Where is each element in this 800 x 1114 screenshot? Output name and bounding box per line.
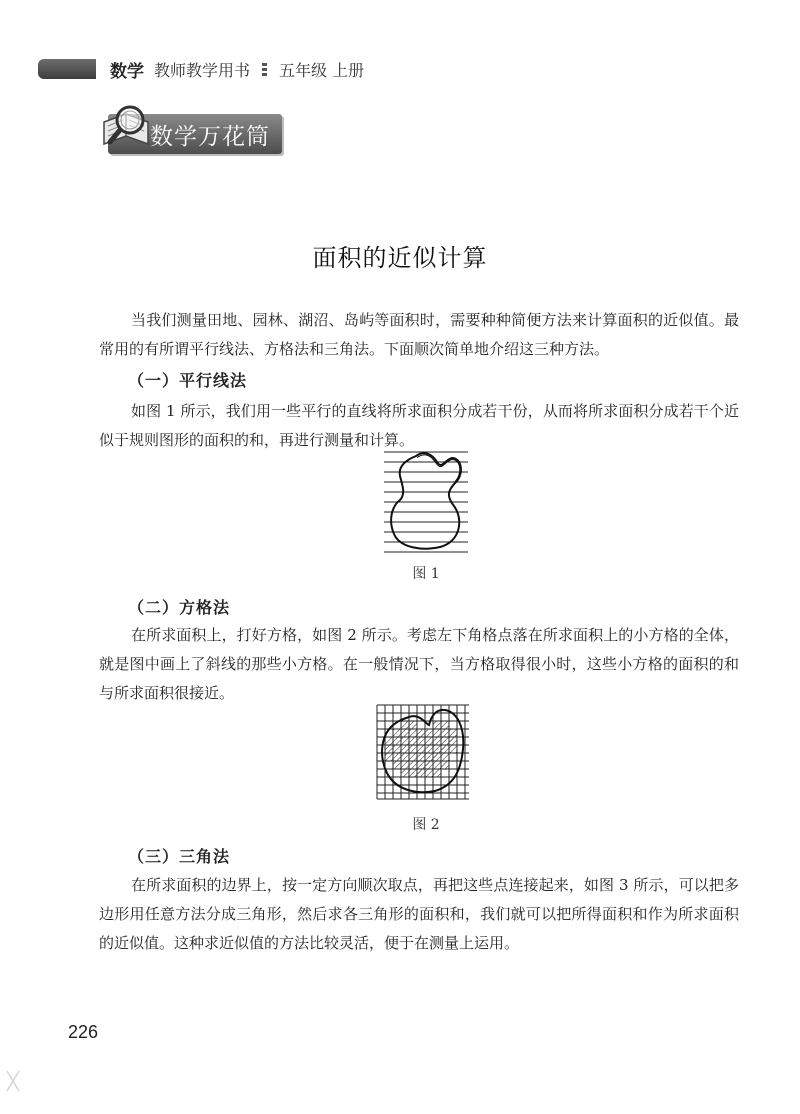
figure-1-parallel-lines bbox=[382, 448, 470, 554]
intro-paragraph: 当我们测量田地、园林、湖沼、岛屿等面积时，需要种种简便方法来计算面积的近似值。最常用的有所谓平行线法、方格法和三角法。下面顺次简单地介绍这三种方法。 bbox=[99, 311, 739, 358]
header-grade: 五年级 上册 bbox=[279, 60, 365, 80]
figure-2-grid-method bbox=[375, 703, 471, 801]
page-title: 面积的近似计算 bbox=[312, 244, 488, 272]
watermark-icon bbox=[4, 1068, 22, 1094]
banner-label: 数学万花筒 bbox=[150, 124, 270, 150]
figure-2-caption: 图 2 bbox=[412, 817, 440, 833]
running-header bbox=[38, 52, 378, 86]
column-banner bbox=[96, 100, 282, 160]
header-subject: 数学 bbox=[110, 61, 144, 82]
header-book-title: 教师教学用书 bbox=[154, 60, 251, 80]
section-text-triangle: 在所求面积的边界上，按一定方向顺次取点，再把这些点连接起来，如图 3 所示，可以把多边形用任意方法分成三角形，然后求各三角形的面积和，我们就可以把所得面积和作为所求面积的近似值。这种求近似值的方法比较灵活，便于在测量上运用。 bbox=[99, 876, 739, 952]
figure-1-caption: 图 1 bbox=[412, 566, 440, 582]
section-text-grid: 在所求面积上，打好方格，如图 2 所示。考虑左下角格点落在所求面积上的小方格的全体，就是图中画上了斜线的那些小方格。在一般情况下，当方格取得很小时，这些小方格的面积的和与所求面积很接近。 bbox=[99, 626, 739, 702]
section-heading-grid: （二）方格法 bbox=[128, 598, 231, 617]
section-text-parallel: 如图 1 所示，我们用一些平行的直线将所求面积分成若干份，从而将所求面积分成若干个近似于规则图形的面积的和，再进行测量和计算。 bbox=[99, 402, 739, 449]
page-number: 226 bbox=[68, 1022, 99, 1042]
section-heading-triangle: （三）三角法 bbox=[128, 847, 231, 866]
header-tab-decoration bbox=[38, 59, 96, 79]
header-divider bbox=[262, 63, 267, 76]
section-heading-parallel: （一）平行线法 bbox=[128, 371, 248, 390]
